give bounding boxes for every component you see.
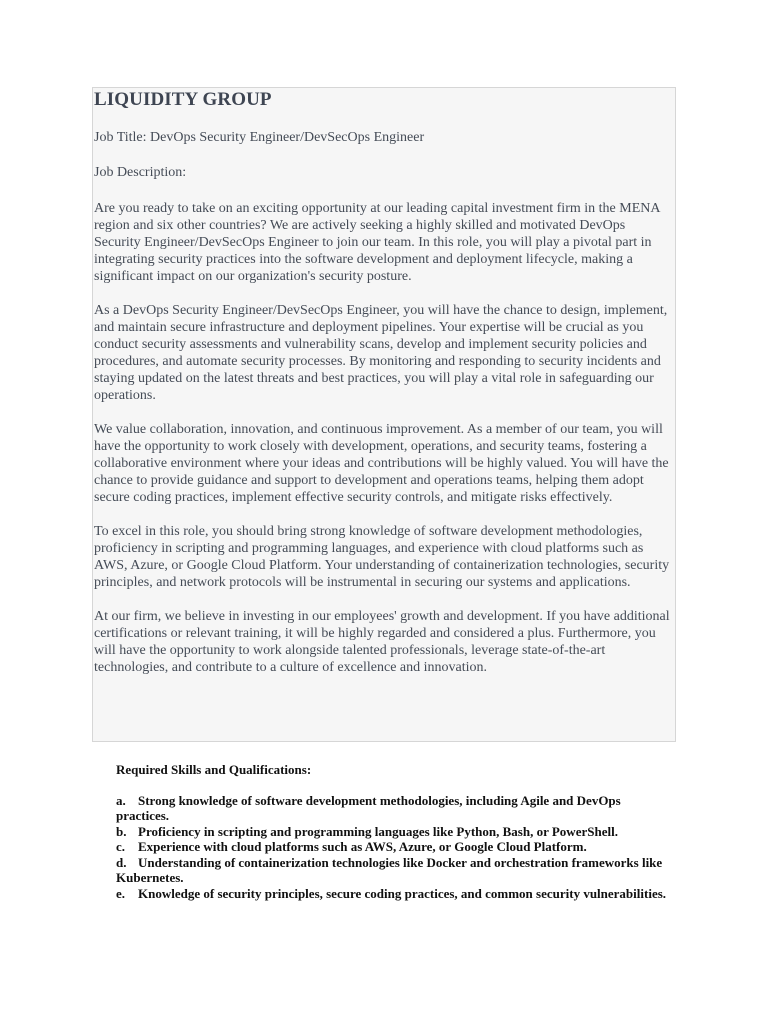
- list-item: [116, 839, 676, 855]
- requirements-list: [116, 793, 676, 902]
- list-marker: a.: [116, 792, 126, 808]
- list-item-text: Proficiency in scripting and programming languages like Python, Bash, or PowerShell.: [138, 823, 618, 839]
- list-item: [116, 855, 676, 886]
- list-item: [116, 793, 676, 824]
- list-item-text: Understanding of containerization technologies like Docker and orchestration frameworks like Kubernetes.: [116, 854, 663, 885]
- list-item-text: Knowledge of security principles, secure coding practices, and common security vulnerabilities.: [138, 885, 667, 901]
- description-paragraph: As a DevOps Security Engineer/DevSecOps Engineer, you will have the chance to design, implement, and maintain secure infrastructure and deployment pipelines. Your expertise will be crucial as you conduct security assessments and vulnerability scans, develop and implement security policies and procedures, and automate security processes. By monitoring and responding to security incidents and staying updated on the latest threats and best practices, you will play a vital role in safeguarding our operations.: [94, 303, 668, 403]
- requirements-heading: Required Skills and Qualifications:: [116, 762, 312, 777]
- job-description-panel: [92, 87, 676, 742]
- list-marker: d.: [116, 854, 127, 870]
- requirements-section: [116, 762, 676, 901]
- description-paragraph: We value collaboration, innovation, and continuous improvement. As a member of our team, you will have the opportunity to work closely with development, operations, and security teams, fostering a collaborative environment where your ideas and contributions will be highly valued. You will have the chance to provide guidance and support to development and operations teams, helping them adopt secure coding practices, implement effective security controls, and mitigate risks effectively.: [94, 422, 669, 505]
- job-description-content: [94, 88, 674, 676]
- list-marker: b.: [116, 823, 127, 839]
- list-marker: c.: [116, 839, 126, 854]
- list-item-text: Experience with cloud platforms such as AWS, Azure, or Google Cloud Platform.: [138, 839, 587, 854]
- description-paragraph: At our firm, we believe in investing in our employees' growth and development. If you have additional certifications or relevant training, it will be highly regarded and considered a plus. Furthermore, you will have the opportunity to work alongside talented professionals, leverage state-of-the-art technologies, and contribute to a culture of excellence and innovation.: [94, 609, 670, 675]
- company-name: LIQUIDITY GROUP: [94, 89, 272, 110]
- list-item-text: Strong knowledge of software development methodologies, including Agile and DevOps practices.: [116, 792, 621, 823]
- description-paragraph: Are you ready to take on an exciting opportunity at our leading capital investment firm in the MENA region and six other countries? We are actively seeking a highly skilled and motivated DevOps Security Engineer/DevSecOps Engineer to join our team. In this role, you will play a pivotal part in integrating security practices into the software development and deployment lifecycle, making a significant impact on our organization's security posture.: [94, 201, 660, 284]
- description-paragraph: To excel in this role, you should bring strong knowledge of software development methodologies, proficiency in scripting and programming languages, and experience with cloud platforms such as AWS, Azure, or Google Cloud Platform. Your understanding of containerization technologies, security principles, and network protocols will be instrumental in securing our systems and applications.: [94, 524, 670, 590]
- list-item: [116, 824, 676, 840]
- job-description-label: Job Description:: [94, 165, 187, 180]
- job-title: Job Title: DevOps Security Engineer/DevSecOps Engineer: [94, 130, 425, 145]
- list-marker: e.: [116, 885, 126, 901]
- list-item: [116, 886, 676, 902]
